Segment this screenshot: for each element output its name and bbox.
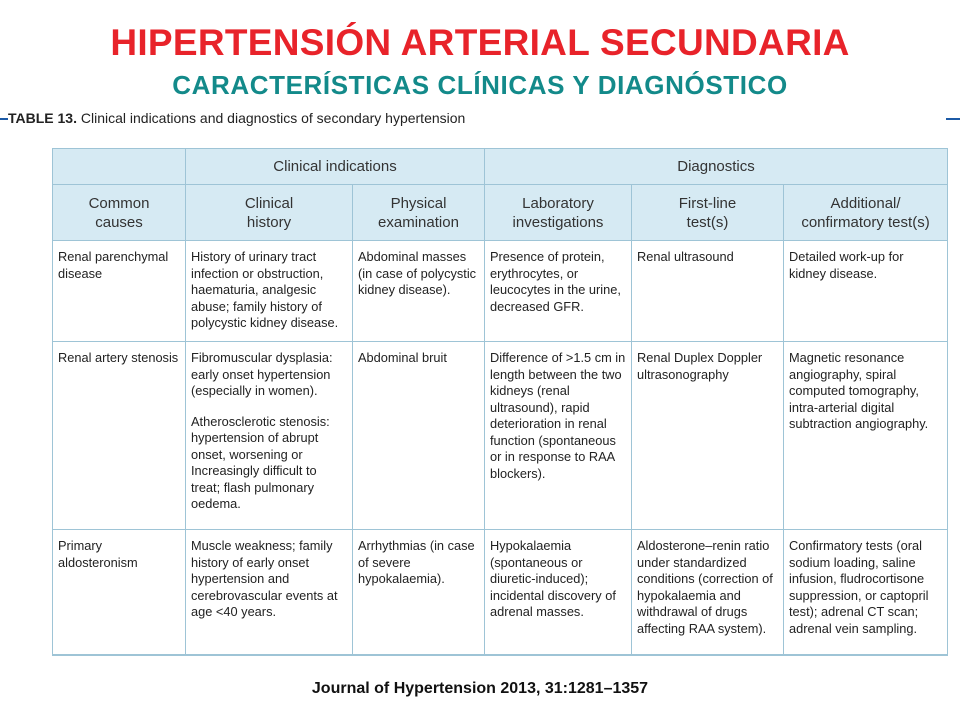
cell-history: Muscle weakness; family history of early onset hypertension and cerebrovascular events at age <40 years. xyxy=(186,530,353,655)
cell-first-line: Renal Duplex Doppler ultrasonography xyxy=(632,342,784,530)
cell-cause: Renal parenchymal disease xyxy=(53,241,186,342)
cell-exam: Abdominal bruit xyxy=(353,342,485,530)
slide-title: HIPERTENSIÓN ARTERIAL SECUNDARIA xyxy=(110,22,850,63)
cell-history xyxy=(186,342,353,530)
column-header-additional: Additional/ confirmatory test(s) xyxy=(784,185,948,241)
cell-first-line: Aldosterone–renin ratio under standardized conditions (correction of hypokalaemia and withdrawal of drugs affecting RAA system). xyxy=(632,530,784,655)
group-header-blank xyxy=(53,149,186,185)
column-header-lab: Laboratory investigations xyxy=(485,185,632,241)
right-rule xyxy=(946,118,960,120)
cell-cause: Renal artery stenosis xyxy=(53,342,186,530)
table-row xyxy=(53,241,948,342)
cell-additional: Detailed work-up for kidney disease. xyxy=(784,241,948,342)
cell-history: History of urinary tract infection or obstruction, haematuria, analgesic abuse; family history of polycystic kidney disease. xyxy=(186,241,353,342)
slide-subtitle: CARACTERÍSTICAS CLÍNICAS Y DIAGNÓSTICO xyxy=(172,70,788,100)
group-header-row xyxy=(53,149,948,185)
cell-lab: Hypokalaemia (spontaneous or diuretic-induced); incidental discovery of adrenal masses. xyxy=(485,530,632,655)
group-header-clinical: Clinical indications xyxy=(186,149,485,185)
cell-history-part1: Fibromuscular dysplasia: early onset hypertension (especially in women). xyxy=(191,350,333,398)
citation: Journal of Hypertension 2013, 31:1281–1357 xyxy=(311,680,649,697)
cell-cause: Primary aldosteronism xyxy=(53,530,186,655)
table-caption-text: Clinical indications and diagnostics of secondary hypertension xyxy=(80,110,466,126)
cell-lab: Difference of >1.5 cm in length between the two kidneys (renal ultrasound), rapid deterioration in renal function (spontaneous or in response to RAA blockers). xyxy=(485,342,632,530)
column-header-first-line: First-line test(s) xyxy=(632,185,784,241)
column-header-common-causes: Common causes xyxy=(53,185,186,241)
table-row xyxy=(53,530,948,655)
cell-exam: Abdominal masses (in case of polycystic kidney disease). xyxy=(353,241,485,342)
left-rule xyxy=(0,118,8,120)
cell-history-part2: Atherosclerotic stenosis: hypertension of abrupt onset, worsening or Increasingly difficult to treat; flash pulmonary oedema. xyxy=(191,413,330,511)
cell-additional: Confirmatory tests (oral sodium loading, saline infusion, fludrocortisone suppression, or captopril test); adrenal CT scan; adrenal vein sampling. xyxy=(784,530,948,655)
column-header-clinical-history: Clinical history xyxy=(186,185,353,241)
hypertension-table xyxy=(52,148,948,656)
cell-exam: Arrhythmias (in case of severe hypokalaemia). xyxy=(353,530,485,655)
column-header-row xyxy=(53,185,948,241)
cell-first-line: Renal ultrasound xyxy=(632,241,784,342)
table-caption xyxy=(8,110,465,126)
column-header-physical-exam: Physical examination xyxy=(353,185,485,241)
table-caption-label: TABLE 13. xyxy=(8,110,77,126)
table-row-cutoff xyxy=(53,655,948,656)
group-header-diagnostics: Diagnostics xyxy=(485,149,948,185)
table-row xyxy=(53,342,948,530)
cell-lab: Presence of protein, erythrocytes, or leucocytes in the urine, decreased GFR. xyxy=(485,241,632,342)
cell-additional: Magnetic resonance angiography, spiral computed tomography, intra-arterial digital subtraction angiography. xyxy=(784,342,948,530)
